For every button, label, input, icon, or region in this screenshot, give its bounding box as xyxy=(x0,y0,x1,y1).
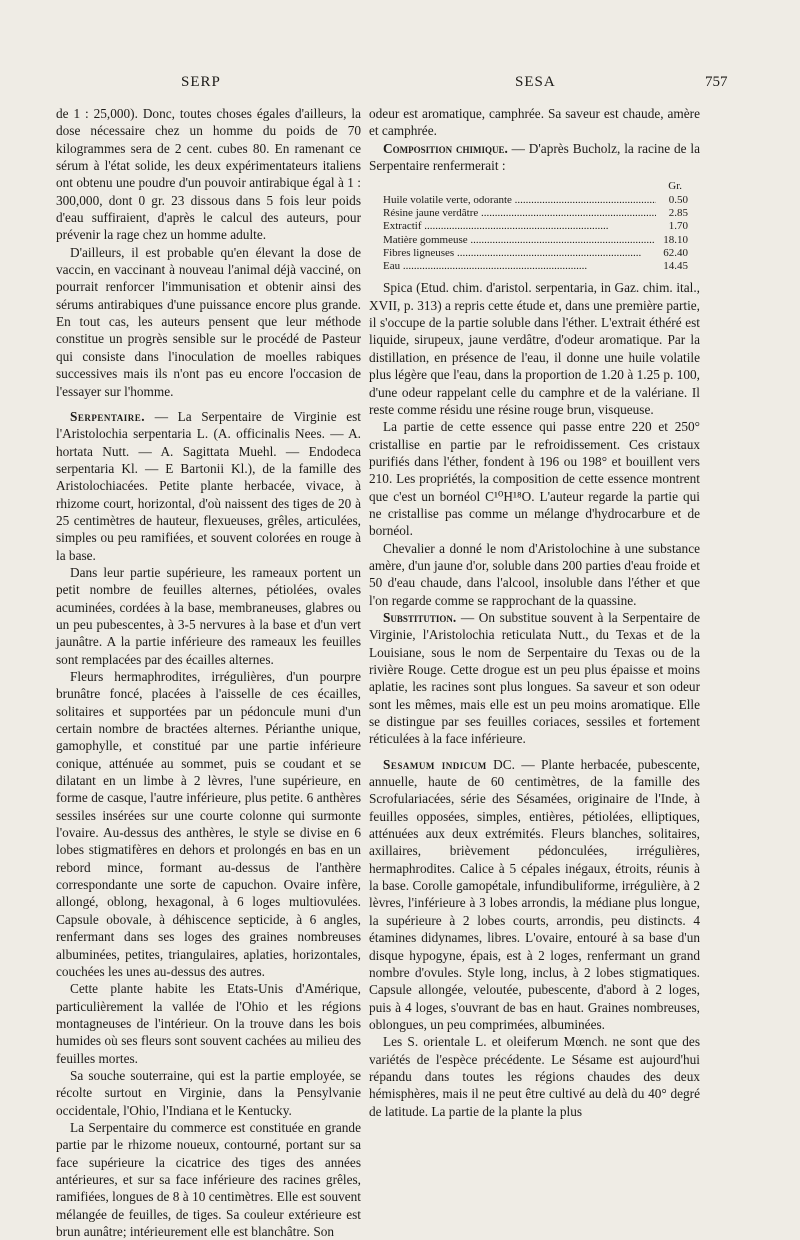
paragraph: de 1 : 25,000). Donc, toutes choses égales d'ailleurs, la dose nécessaire chez un homme du poids de 70 kilogrammes sera de 2 cent. cubes 80. En ramenant ce sérum à l'état solide, les deux expérimentateurs italiens ont obtenu une poudre d'un pouvoir antirabique égal à 1 : 300,000, dont 0 gr. 23 dissous dans 5 fois leur poids d'eau suffiraient, d'après le calcul des auteurs, pour prévenir la rage chez un homme adulte. xyxy=(56,106,361,243)
table-unit: Gr. xyxy=(668,180,682,193)
section-heading: Substitution. xyxy=(383,609,457,625)
entry-heading: Sesamum indicum xyxy=(383,756,487,772)
row-name: Extractif ..... xyxy=(383,220,656,233)
table-row xyxy=(369,220,700,233)
paragraph: Spica (Etud. chim. d'aristol. serpentaria, in Gaz. chim. ital., XVII, p. 313) a repris cette étude et, dans une première partie, il s'occupe de la partie soluble dans l'éther. L'extrait éthéré est liquide, sirupeux, jaune verdâtre, d'odeur aromatique. Par la distillation, en présence de l'eau, il donne une huile volatile plus légère que l'eau, dans la proportion de 1.20 à 1.25 p. 100, d'une odeur rappelant celle du camphre et de la valériane. Il reste comme résidu une résine rouge brun, visqueuse. xyxy=(369,280,700,417)
row-value: 18.10 xyxy=(663,233,688,246)
composition-table xyxy=(369,180,700,273)
row-value: 1.70 xyxy=(668,220,688,233)
row-value: 14.45 xyxy=(663,260,688,273)
left-column xyxy=(56,105,361,1240)
table-row xyxy=(369,247,700,260)
paragraph: La Serpentaire du commerce est constituée en grande partie par le rhizome noueux, contourné, portant sur sa face supérieure la cicatrice des tiges des années antérieures, et sur sa face inférieure des racines grêles, ramifiées, longues de 8 à 10 centimètres. Elle est souvent mélangée de feuilles, de tiges. Sa couleur extérieure est brun aunâtre; intérieurement elle est blanchâtre. Son xyxy=(56,1119,361,1239)
table-row xyxy=(369,234,700,247)
paragraph: Dans leur partie supérieure, les rameaux portent un petit nombre de feuilles alternes, pétiolées, ovales acuminées, cordées à la base, membraneuses, glabres ou un peu pubescentes, à 3-5 nervures à la base et d'un vert jaunâtre. A la partie inférieure des rameaux les feuilles sont remplacées par des écailles alternes. xyxy=(56,564,361,667)
paragraph: Fleurs hermaphrodites, irrégulières, d'un pourpre brunâtre foncé, placées à l'aisselle de ces écailles, solitaires et supportées par un pédoncule muni d'un certain nombre de bractées alternes. Périanthe unique, gamophylle, et constitué par une partie inférieure conique, atténuée au sommet, puis se coudant et se dilatant en un limbe à 2 lèvres, l'une supérieure, en forme de casque, l'autre inférieure, plus petite. 6 anthères sessiles insérées sur une courte colonne qui surmonte l'ovaire. Au-dessus des anthères, le style se divise en 6 lobes stigmatifères en dehors et prolongés en bas en un rebord mince, formant au-dessus de l'anthère correspondante une sorte de capuchon. Ovaire infère, allongé, oblong, hexagonal, à 6 loges multiovulées. Capsule obovale, à déhiscence septicide, à 6 angles, renfermant dans ses loges des graines nombreuses albuminées, petites, triangulaires, aplaties, horizontales, couchées les unes au-dessus des autres. xyxy=(56,669,361,979)
entry-serpentaire xyxy=(56,408,361,564)
paragraph: odeur est aromatique, camphrée. Sa saveur est chaude, amère et camphrée. xyxy=(369,106,700,139)
paragraph: Chevalier a donné le nom d'Aristolochine à une substance amère, d'un jaune d'or, soluble dans 200 parties d'eau froide et 50 d'eau chaude, dans l'alcool, insoluble dans l'éther et que l'on regarde comme se rapprochant de la quassine. xyxy=(369,540,700,608)
section-heading: Composition chimique. xyxy=(383,140,508,156)
page-number: 757 xyxy=(705,74,728,90)
paragraph: Les S. orientale L. et oleiferum Mœnch. ne sont que des variétés de l'espèce précédente. Le Sésame est aujourd'hui répandu dans toutes les régions chaudes des deux hémisphères, mais il ne peut être cultivé au delà du 40° degré de latitude. La partie de la plante la plus xyxy=(369,1034,700,1119)
table-row xyxy=(369,207,700,220)
table-row xyxy=(369,194,700,207)
section-composition xyxy=(369,140,700,175)
row-value: 0.50 xyxy=(668,193,688,206)
row-value: 62.40 xyxy=(663,246,688,259)
section-text: — On substitue souvent à la Serpentaire de Virginie, l'Aristolochia reticulata Nutt., du Texas et de la Louisiane, sous le nom de Serpentaire du Texas ou de la rivière Rouge. Cette drogue est un peu plus épaisse et moins aplatie, les racines sont plus longues. Sa saveur et son odeur sont les mêmes, mais elle est un peu moins aromatique. Elle se distingue par ses feuilles coriaces, sessiles et fortement réticulées à la face inférieure. xyxy=(369,609,700,747)
entry-text: DC. — Plante herbacée, pubescente, annuelle, haute de 60 centimètres, de la famille des Scrofulariacées, série des Sésamées, originaire de l'Inde, à feuilles opposées, simples, entières, pétiolées, elliptiques, atténuées aux deux extrémités. Fleurs blanches, solitaires, axillaires, brièvement pédonculées, irrégulières, hermaphrodites. Calice à 5 cépales inégaux, étroits, réunis à la base. Corolle gamopétale, infundibuliforme, irrégulière, à 2 lèvres, l'inférieure à 3 lobes arrondis, la médiane plus longue, la supérieure à 2 lobes courts, arrondis, peu distincts. 4 étamines didynames, libres. L'ovaire, entouré à sa base d'un disque hypogyne, épais, est à 2 loges, renfermant un grand nombre d'ovules. Style long, inclus, à 2 lobes stigmatiques. Capsule allongée, veloutée, pubescente, d'abord à 2 loges, puis à 4 loges, s'ouvrant de bas en haut. Graines nombreuses, oblongues, un peu comprimées, albuminées. xyxy=(369,756,700,1032)
entry-sesamum xyxy=(369,756,700,1034)
section-text: — D'après Bucholz, la racine de la Serpentaire renfermerait : xyxy=(369,140,700,174)
entry-text: — La Serpentaire de Virginie est l'Aristolochia serpentaria L. (A. officinalis Nees. — A. hortata Nutt. — A. Sagittata Muehl. — Endodeca serpentaria Kl. — E Bartonii Kl.), de la famille des Aristolochiacées. Petite plante herbacée, vivace, à rhizome court, horizontal, d'où naissent des tiges de 20 à 25 centimètres de hauteur, flexueuses, grêles, articulées, simples ou peu ramifiées, et souvent colorées en rouge à la base. xyxy=(56,408,361,563)
row-name: Huile volatile verte, odorante ..... xyxy=(383,194,656,207)
paragraph: La partie de cette essence qui passe entre 220 et 250° cristallise en partie par le refroidissement. Ces cristaux purifiés dans l'éther, fondent à 196 ou 198° et bouillent vers 210. Les propriétés, la composition de cette essence montrent que c'est un bornéol C¹⁰H¹⁸O. L'auteur regarde la partie qui ne cristallise pas comme un mélange d'hydrocarbure et de bornéol. xyxy=(369,419,700,539)
entry-heading: Serpentaire. xyxy=(70,408,146,424)
section-substitution xyxy=(369,609,700,748)
row-name: Matière gommeuse ..... xyxy=(383,234,656,247)
right-column xyxy=(369,105,700,1120)
row-name: Eau ..... xyxy=(383,260,656,273)
row-name: Résine jaune verdâtre ..... xyxy=(383,207,656,220)
table-row xyxy=(369,260,700,273)
row-name: Fibres ligneuses ..... xyxy=(383,247,656,260)
paragraph: D'ailleurs, il est probable qu'en élevant la dose de vaccin, en vaccinant à nouveau l'animal déjà vacciné, on pourrait renforcer l'immunisation et obtenir ainsi des sérums antirabiques d'une puissance encore plus grande. En tout cas, les auteurs pensent que leur méthode constitue un progrès sensible sur le procédé de Pasteur qui consiste dans l'inoculation de moelles rabiques successives mais ils n'ont pas eu encore l'occasion de l'essayer sur l'homme. xyxy=(56,244,361,399)
running-head-left: SERP xyxy=(181,74,221,90)
running-head-right: SESA xyxy=(515,74,556,90)
row-value: 2.85 xyxy=(668,206,688,219)
page-header xyxy=(0,74,800,96)
paragraph: Cette plante habite les Etats-Unis d'Amérique, particulièrement la vallée de l'Ohio et les régions montagneuses de l'intérieur. On la trouve dans les bois humides où ses fleurs sont souvent cachées au milieu des feuilles mortes. xyxy=(56,981,361,1066)
paragraph: Sa souche souterraine, qui est la partie employée, se récolte surtout en Virginie, dans la Pensylvanie occidentale, l'Ohio, l'Indiana et le Kentucky. xyxy=(56,1067,361,1118)
